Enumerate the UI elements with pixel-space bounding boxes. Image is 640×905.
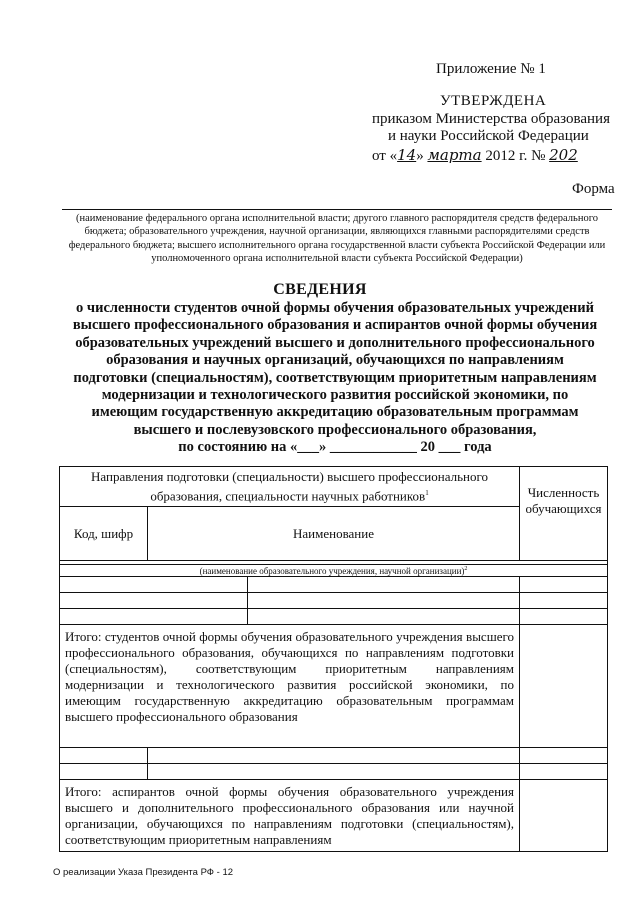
subtitle-line: по состоянию на «___» ____________ 20 ___ года bbox=[178, 439, 492, 456]
document-title: СВЕДЕНИЯ bbox=[273, 281, 367, 298]
document-subtitle bbox=[55, 300, 615, 457]
table-cell[interactable] bbox=[520, 748, 608, 764]
total-postgrad-label: Итого: аспирантов очной формы обучения образовательного учреждения высшего и дополнительного профессионального образования или научной организации, обучающихся по направлениям подготовки (специальностям), соответствующим приоритетным направлениям bbox=[60, 780, 520, 852]
footer-note: О реализации Указа Президента РФ - 12 bbox=[53, 867, 234, 878]
order-month-handwritten: марта bbox=[427, 146, 482, 164]
table-cell[interactable] bbox=[60, 764, 148, 780]
subtitle-line: о численности студентов очной формы обучения образовательных учреждений bbox=[76, 300, 594, 316]
table-cell[interactable] bbox=[520, 577, 608, 593]
order-line bbox=[372, 146, 578, 165]
table-cell[interactable] bbox=[520, 764, 608, 780]
subtitle-line: высшего и послевузовского профессионального образования, bbox=[133, 421, 537, 438]
table-cell[interactable] bbox=[60, 748, 148, 764]
header-directions: Направления подготовки (специальности) высшего профессионального образования, специальности научных работников$^1$ bbox=[60, 467, 520, 507]
ministry-line-1: приказом Министерства образования bbox=[372, 111, 610, 127]
subtitle-line: образовательных учреждений высшего и дополнительного профессионального bbox=[75, 334, 595, 351]
header-count: Численность обучающихся bbox=[520, 467, 608, 561]
subtitle-line: высшего профессионального образования и аспирантов очной формы обучения bbox=[72, 317, 598, 334]
footnote-mark: 2 bbox=[464, 566, 468, 572]
subtitle-line: модернизации и технологического развития российской экономики, по bbox=[101, 387, 569, 404]
table-cell[interactable] bbox=[148, 748, 520, 764]
header-code: Код, шифр bbox=[60, 507, 148, 561]
table-cell[interactable] bbox=[248, 577, 520, 593]
order-number-handwritten: 202 bbox=[549, 146, 578, 164]
table-cell[interactable] bbox=[520, 609, 608, 625]
form-label: Форма bbox=[572, 181, 615, 197]
appendix-label: Приложение № 1 bbox=[436, 61, 546, 77]
table-cell[interactable] bbox=[148, 764, 520, 780]
table-cell[interactable] bbox=[60, 609, 248, 625]
approved-label: УТВЕРЖДЕНА bbox=[440, 93, 547, 109]
subtitle-line: подготовки (специальностям), соответствующим приоритетным направлениям bbox=[73, 369, 597, 386]
total-students-label: Итого: студентов очной формы обучения образовательного учреждения высшего профессионального образования, обучающихся по направлениям подготовки (специальностям), соответствующим приоритетным направлениям модернизации и технологического развития российской экономики, по имеющим государственную аккредитацию образовательным программам высшего профессионального образования bbox=[60, 625, 520, 748]
ministry-line-2: и науки Российской Федерации bbox=[388, 128, 589, 144]
subtitle-line: образования и научных организаций, обучающихся по направлениям bbox=[106, 352, 564, 369]
table-cell[interactable] bbox=[248, 593, 520, 609]
order-year: 2012 г. № bbox=[485, 148, 546, 164]
order-prefix: от « bbox=[372, 148, 398, 164]
total-postgrad-value[interactable] bbox=[520, 780, 608, 852]
table-cell[interactable] bbox=[520, 593, 608, 609]
table-cell[interactable] bbox=[60, 593, 248, 609]
data-table bbox=[59, 466, 608, 852]
table-cell[interactable] bbox=[60, 577, 248, 593]
subtitle-line: имеющим государственную аккредитацию образовательным программам bbox=[91, 404, 579, 421]
table-cell[interactable] bbox=[248, 609, 520, 625]
institution-note: (наименование образовательного учреждения, научной организации)$^2$ bbox=[60, 561, 608, 577]
authority-note: (наименование федерального органа исполнительной власти; другого главного распорядителя средств федерального бюджета; образовательного учреждения, научной организации, являющихся главными распорядителями средств федерального бюджета; высшего исполнительного органа государственной власти субъекта Российской Федерации или уполномоченного органа исполнительной власти субъекта Российской Федерации) bbox=[68, 213, 606, 264]
footnote-mark: 1 bbox=[425, 488, 429, 497]
order-day-handwritten: 14 bbox=[397, 146, 417, 164]
order-mid: » bbox=[416, 148, 424, 164]
header-name: Наименование bbox=[148, 507, 520, 561]
total-students-value[interactable] bbox=[520, 625, 608, 748]
authority-field-line bbox=[62, 209, 612, 210]
